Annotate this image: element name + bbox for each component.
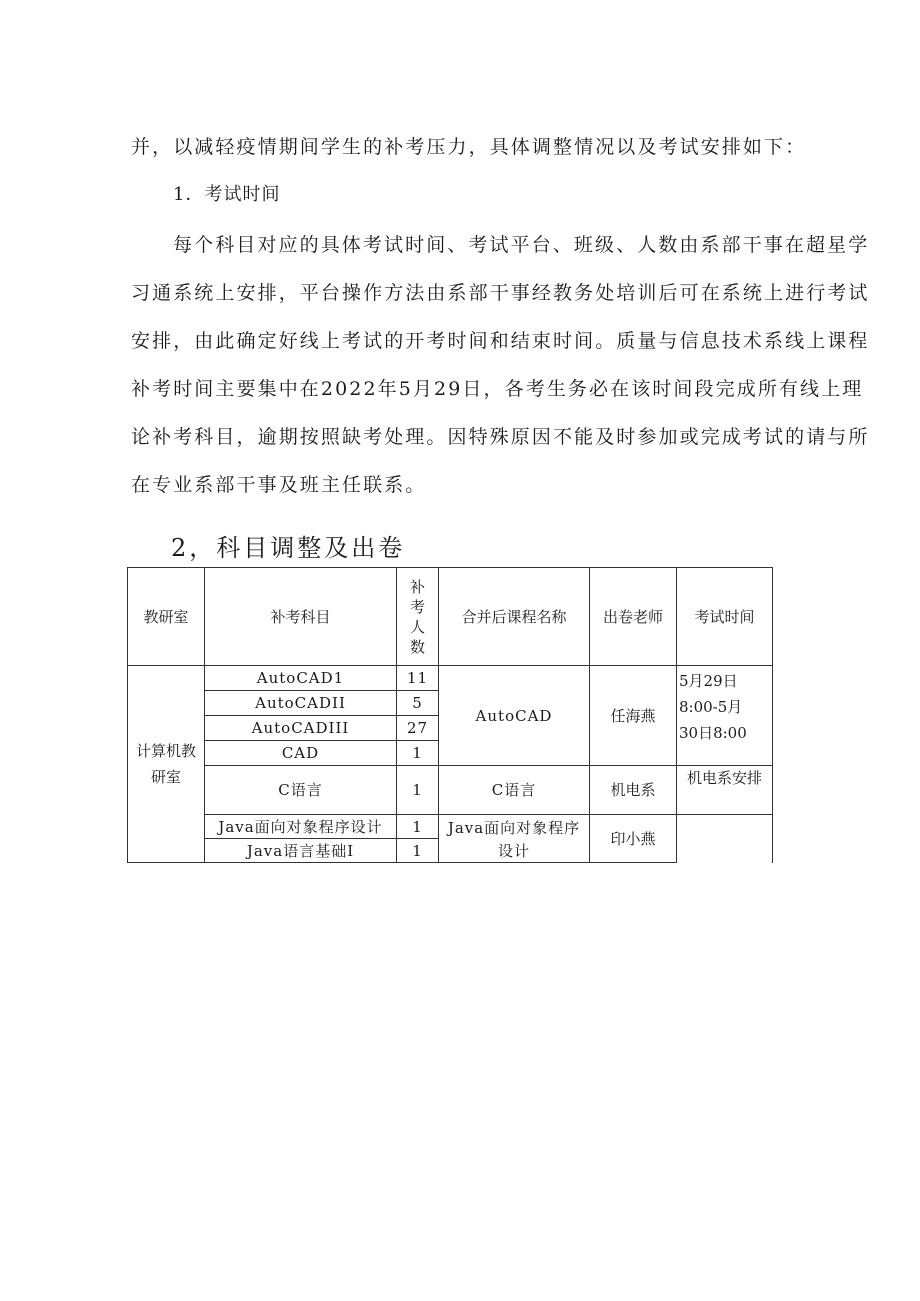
time-line: 5月29日: [679, 672, 738, 690]
subject-cell: Java语言基础I: [205, 839, 397, 863]
table-row: [128, 666, 773, 691]
header-count-char: 数: [409, 637, 425, 656]
count-cell: 1: [397, 839, 439, 863]
paragraph-line: 习通系统上安排，平台操作方法由系部干事经教务处培训后可在系统上进行考试: [131, 282, 870, 304]
merged-cell: C语言: [439, 766, 590, 815]
header-subject: 补考科目: [205, 568, 397, 666]
table-row: [128, 815, 773, 839]
header-teacher: 出卷老师: [590, 568, 677, 666]
section1-heading: 1．考试时间: [173, 184, 281, 205]
count-cell: 5: [397, 691, 439, 716]
exam-table: [127, 567, 773, 863]
header-time: 考试时间: [677, 568, 773, 666]
time-cell: 机电系安排: [677, 766, 773, 815]
subject-cell: C语言: [205, 766, 397, 815]
time-line: 30日8:00: [679, 724, 747, 742]
time-cell-empty: [677, 815, 773, 863]
count-cell: 1: [397, 741, 439, 766]
subject-cell: Java面向对象程序设计: [205, 815, 397, 839]
header-count-char: 补: [409, 577, 425, 596]
dept-line: 研室: [150, 768, 181, 786]
count-cell: 27: [397, 716, 439, 741]
subject-cell: AutoCADIII: [205, 716, 397, 741]
paragraph-line: 在专业系部干事及班主任联系。: [131, 474, 427, 496]
subject-cell: AutoCADII: [205, 691, 397, 716]
count-cell: 1: [397, 766, 439, 815]
subject-cell: AutoCAD1: [205, 666, 397, 691]
teacher-cell: 印小燕: [590, 815, 677, 863]
header-dept: 教研室: [128, 568, 205, 666]
table-row: [128, 766, 773, 815]
count-cell: 11: [397, 666, 439, 691]
paragraph-line: 补考时间主要集中在2022年5月29日，各考生务必在该时间段完成所有线上理: [131, 378, 864, 400]
header-count-char: 考: [409, 597, 425, 616]
dept-line: 计算机教: [135, 742, 196, 760]
merged-line: 设计: [497, 841, 530, 860]
header-merged: 合并后课程名称: [439, 568, 590, 666]
subject-cell: CAD: [205, 741, 397, 766]
header-count-char: 人: [409, 617, 425, 636]
count-cell: 1: [397, 815, 439, 839]
teacher-cell: 任海燕: [590, 666, 677, 766]
intro-line: 并，以减轻疫情期间学生的补考压力，具体调整情况以及考试安排如下：: [131, 136, 807, 158]
merged-cell: [439, 815, 590, 863]
paragraph-line: 每个科目对应的具体考试时间、考试平台、班级、人数由系部干事在超星学: [173, 234, 870, 256]
paragraph-line: 论补考科目，逾期按照缺考处理。因特殊原因不能及时参加或完成考试的请与所: [131, 426, 870, 448]
time-line: 8:00-5月: [679, 698, 743, 716]
header-count: [397, 568, 439, 666]
teacher-cell: 机电系: [590, 766, 677, 815]
paragraph-line: 安排，由此确定好线上考试的开考时间和结束时间。质量与信息技术系线上课程: [131, 330, 870, 352]
section2-heading: 2，科目调整及出卷: [171, 534, 406, 562]
table-header-row: [128, 568, 773, 666]
merged-line: Java面向对象程序: [447, 818, 581, 837]
dept-cell: [128, 666, 205, 863]
time-cell: [677, 666, 773, 766]
merged-cell: AutoCAD: [439, 666, 590, 766]
